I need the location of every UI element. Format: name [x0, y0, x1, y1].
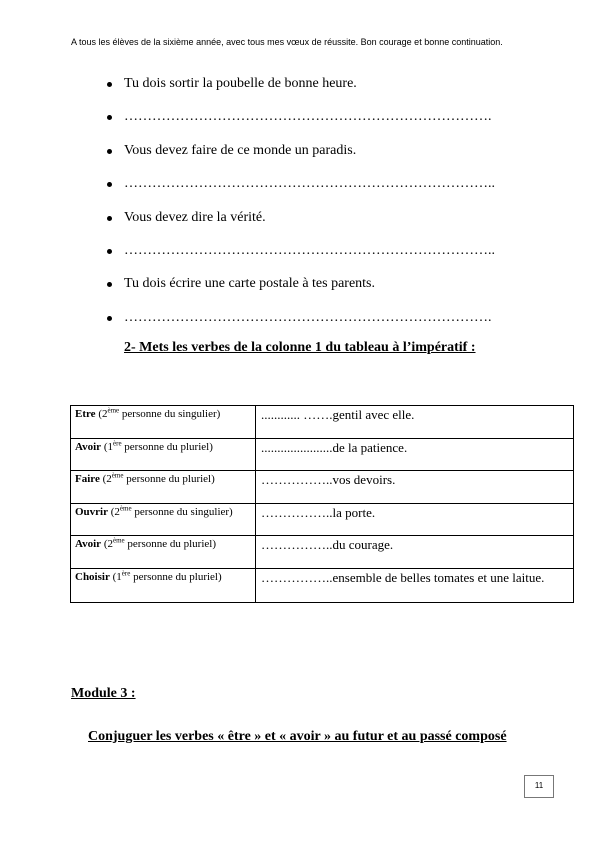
table-row: [71, 503, 574, 536]
bullet-item: [100, 308, 520, 341]
verb-cell: [71, 438, 256, 471]
page-number: 11: [524, 775, 554, 798]
bullet-text: ……………………………………………………………………..: [124, 176, 495, 192]
bullet-text: Tu dois écrire une carte postale à tes parents.: [124, 276, 376, 292]
table-row: [71, 406, 574, 439]
person-open: (1: [101, 440, 113, 453]
person-open: (2: [99, 473, 112, 486]
imperative-table: [70, 405, 574, 603]
sentence-cell: ............ …….gentil avec elle.: [256, 406, 574, 439]
verb-cell: [71, 536, 256, 569]
module-subtitle: Conjuguer les verbes « être » et « avoir » au futur et au passé composé: [88, 729, 507, 744]
verb-label: Faire: [75, 473, 100, 486]
table-row: [71, 536, 574, 569]
bullet-item: [100, 208, 520, 241]
bullet-item: [100, 274, 520, 307]
person-sup: ère: [113, 438, 122, 447]
verb-cell: [71, 503, 256, 536]
bullet-icon: [107, 149, 112, 154]
verb-label: Etre: [75, 408, 96, 420]
bullet-icon: [107, 115, 112, 120]
sentence-cell: ……………..la porte.: [256, 503, 574, 536]
person-label: personne du pluriel): [124, 538, 217, 551]
verb-label: Avoir: [75, 538, 102, 551]
person-label: personne du pluriel): [123, 473, 215, 486]
person-label: personne du singulier): [119, 408, 221, 420]
bullet-icon: [107, 216, 112, 221]
person-sup: ème: [119, 504, 132, 513]
bullet-list: [100, 74, 520, 341]
bullet-item: [100, 141, 520, 174]
verb-label: Ouvrir: [75, 505, 108, 518]
person-open: (2: [95, 408, 108, 420]
person-open: (1: [109, 570, 122, 583]
header-note: A tous les élèves de la sixième année, avec tous mes vœux de réussite. Bon courage et bonne continuation.: [71, 37, 503, 47]
person-label: personne du pluriel): [121, 440, 213, 453]
verb-cell: [71, 568, 256, 602]
sentence-cell: ……………..vos devoirs.: [256, 471, 574, 504]
person-label: personne du singulier): [131, 505, 233, 518]
bullet-item: [100, 74, 520, 107]
bullet-text: …………………………………………………………………….: [124, 109, 492, 125]
person-sup: ère: [121, 569, 131, 578]
bullet-text: Vous devez dire la vérité.: [124, 209, 266, 225]
table-row: [71, 568, 574, 602]
person-sup: ème: [107, 406, 120, 415]
person-open: (2: [108, 505, 120, 518]
person-label: personne du pluriel): [130, 570, 222, 583]
table-row: [71, 438, 574, 471]
bullet-text: Tu dois sortir la poubelle de bonne heure.: [124, 76, 357, 91]
sentence-cell: ……………..du courage.: [256, 536, 574, 569]
bullet-text: …………………………………………………………………….: [124, 309, 492, 325]
bullet-item: [100, 174, 520, 207]
bullet-icon: [107, 82, 112, 87]
sentence-cell: ......................de la patience.: [256, 438, 574, 471]
verb-cell: [71, 406, 256, 439]
person-open: (2: [101, 538, 113, 551]
verb-label: Avoir: [75, 440, 102, 453]
person-sup: ème: [113, 536, 125, 545]
sentence-cell: ……………..ensemble de belles tomates et une laitue.: [256, 568, 574, 602]
bullet-icon: [107, 316, 112, 321]
section-title: 2- Mets les verbes de la colonne 1 du tableau à l’impératif :: [124, 340, 476, 355]
bullet-icon: [107, 282, 112, 287]
bullet-item: [100, 107, 520, 140]
verb-label: Choisir: [75, 570, 110, 583]
verb-cell: [71, 471, 256, 504]
module-title: Module 3 :: [71, 686, 136, 701]
person-sup: ème: [111, 471, 124, 480]
bullet-text: Vous devez faire de ce monde un paradis.: [124, 142, 357, 158]
bullet-text: ……………………………………………………………………..: [124, 242, 495, 258]
bullet-item: [100, 241, 520, 274]
bullet-icon: [107, 182, 112, 187]
bullet-icon: [107, 249, 112, 254]
table-row: [71, 471, 574, 504]
